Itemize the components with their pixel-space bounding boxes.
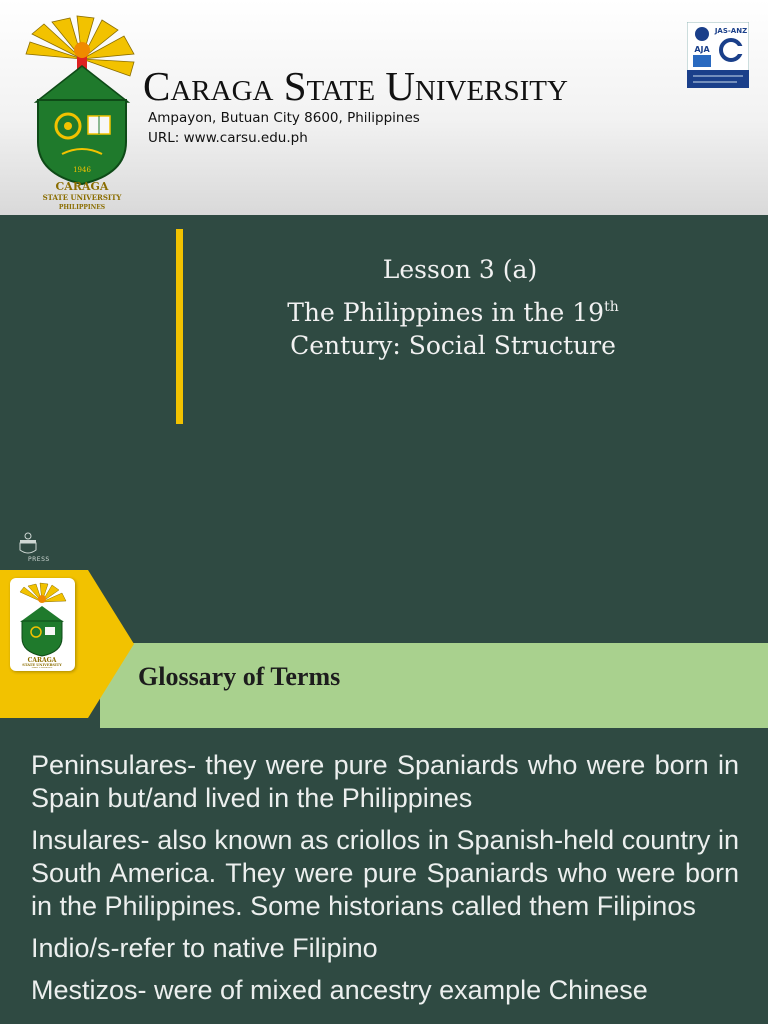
university-name: Caraga State University [143, 63, 568, 109]
term-insulares: Insulares- also known as criollos in Spanish-held country in South America. They were pure Spaniards who were born in the Philippines. Some historians called them Filipinos [31, 825, 739, 921]
lesson-title [230, 296, 676, 362]
term-peninsulares: Peninsulares- they were pure Spaniards who were born in Spain but/and lived in the Philippines [31, 750, 739, 813]
svg-text:CARAGA: CARAGA [27, 657, 57, 664]
svg-text:1946: 1946 [73, 166, 91, 174]
term-indio: Indio/s-refer to native Filipino [31, 933, 378, 963]
lesson-number: Lesson 3 (a) [382, 255, 538, 284]
svg-text:STATE UNIVERSITY: STATE UNIVERSITY [42, 193, 122, 202]
university-header [0, 0, 768, 215]
svg-text:JAS-ANZ: JAS-ANZ [714, 27, 748, 35]
svg-text:STATE UNIVERSITY: STATE UNIVERSITY [22, 663, 62, 667]
term-mestizos: Mestizos- were of mixed ancestry example Chinese [31, 975, 648, 1005]
university-url: URL: www.carsu.edu.ph [148, 130, 308, 146]
svg-text:AJA: AJA [694, 45, 710, 54]
university-logo-icon [22, 14, 142, 214]
small-university-logo-icon [14, 582, 71, 668]
press-label: PRESS [28, 556, 50, 563]
glossary-terms-list [31, 749, 739, 1016]
svg-text:PHILIPPINES: PHILIPPINES [58, 204, 106, 211]
svg-text:CARAGA: CARAGA [55, 180, 109, 193]
university-address: Ampayon, Butuan City 8600, Philippines [148, 110, 420, 126]
iso-certification-icon [687, 22, 749, 88]
lesson-title-line2: Century: Social Structure [290, 331, 616, 360]
svg-text:PHILIPPINES: PHILIPPINES [31, 666, 53, 668]
lesson-title-line1: The Philippines in the 19 [287, 298, 605, 327]
accent-bar [176, 229, 183, 424]
glossary-heading: Glossary of Terms [138, 662, 341, 691]
lesson-title-superscript: th [604, 299, 619, 315]
